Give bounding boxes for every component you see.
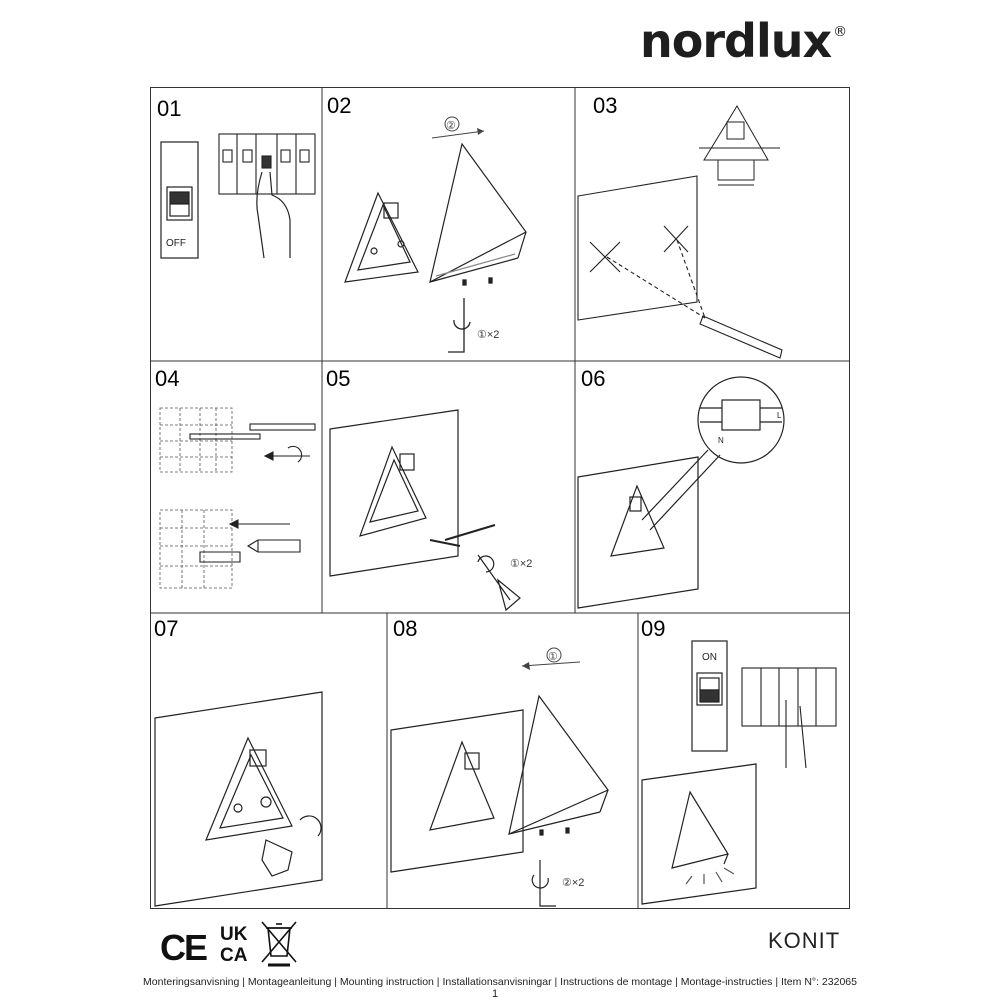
lamp-shade-illustration <box>430 144 526 282</box>
step02-tool-count: ①×2 <box>477 329 500 341</box>
product-name: KONIT <box>768 928 841 953</box>
wall-with-bracket-illustration <box>330 410 520 610</box>
breaker-panel-illustration <box>219 134 315 194</box>
mounting-bracket-illustration <box>345 193 418 282</box>
certification-marks <box>160 918 300 973</box>
ukca-mark-bottom: CA <box>220 945 248 966</box>
wall-brick-texture <box>160 408 232 588</box>
step02-arrow <box>432 117 484 138</box>
lit-lamp-illustration <box>642 764 756 904</box>
drill-bit-illustration <box>190 424 315 462</box>
brand-name: nordlux <box>640 14 832 68</box>
ukca-mark-top: UK <box>220 924 248 945</box>
step-number-05: 05 <box>326 366 351 391</box>
step02-sequence: ② <box>446 120 456 132</box>
step-number-07: 07 <box>154 616 179 641</box>
breaker-panel-on-illustration <box>742 668 836 768</box>
wiring-detail-illustration <box>578 377 784 608</box>
footer-caption: Monteringsanvisning | Montageanleitung | Mounting instruction | Installationsanvisningar | Instructions de montage | Montage-instructies | Item N°: 232065 <box>143 976 857 988</box>
brand-logo <box>640 14 846 68</box>
step-number-06: 06 <box>581 366 606 391</box>
terminal-l-label: L <box>777 411 782 420</box>
step-number-09: 09 <box>641 616 666 641</box>
step05-tool-count: ①×2 <box>510 558 533 570</box>
hand-icon <box>257 172 290 258</box>
instruction-grid <box>150 87 850 909</box>
registered-mark: ® <box>833 24 847 40</box>
page-number: 1 <box>491 988 499 1000</box>
step-number-01: 01 <box>157 96 182 121</box>
shade-attach-illustration <box>391 696 608 906</box>
switch-off-label: OFF <box>166 238 186 249</box>
bracket-dimensions-diagram <box>699 106 780 185</box>
step-number-04: 04 <box>155 366 180 391</box>
step-number-02: 02 <box>327 93 352 118</box>
bulb-installation-illustration <box>155 692 322 906</box>
switch-on-label: ON <box>702 652 717 663</box>
wall-drilling-marks-illustration <box>578 176 782 358</box>
ce-mark: CE <box>160 927 207 968</box>
step08-sequence: ① <box>548 651 558 663</box>
step08-tool-count: ②×2 <box>562 877 585 889</box>
step-number-08: 08 <box>393 616 418 641</box>
step-number-03: 03 <box>593 93 618 118</box>
weee-bin-icon <box>262 922 296 965</box>
terminal-n-label: N <box>718 436 724 445</box>
wall-plug-illustration <box>200 520 300 562</box>
